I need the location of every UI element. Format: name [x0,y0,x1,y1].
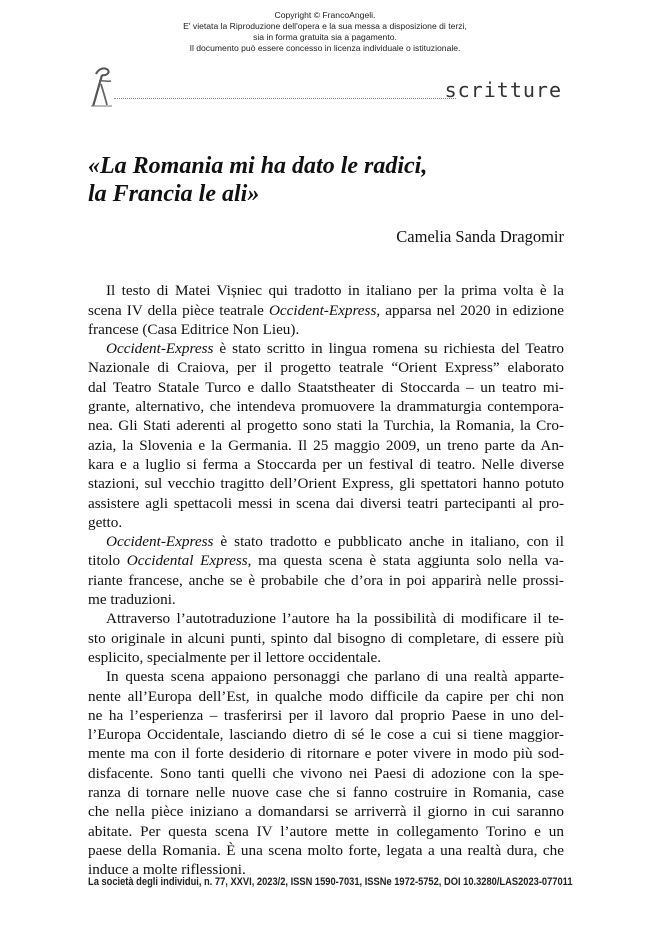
body-line: azia, la Slovenia e la Germania. Il 25 maggio 2009, un treno parte da An- [88,436,564,454]
copyright-notice [0,10,650,54]
copyright-line: sia in forma gratuita sia a pagamento. [253,32,397,42]
body-line: assistere agli spettacoli messi in scena dai diversi teatri partecipanti al pro- [88,494,564,512]
article-title [88,152,568,208]
body-line: Occident-Express è stato scritto in lingua romena su richiesta del Teatro [106,340,564,358]
body-line: paese della Romania. È una scena molto forte, legata a una realtà dura, che [88,841,564,859]
title-line: «La Romania mi ha dato le radici, [88,153,428,179]
title-line: la Francia le ali» [88,181,260,207]
body-line: disfacente. Sono tanti quelli che vivono nei Paesi di adozione con la spe- [88,764,564,782]
body-line: sto originale in alcuni punti, spinto dal bisogno di completare, di essere più [88,629,564,647]
author-name: Camelia Sanda Dragomir [396,227,564,246]
body-line: scena IV della pièce teatrale Occident-Express, apparsa nel 2020 in edizione [88,301,564,319]
copyright-line: E' vietata la Riproduzione dell'opera e la sua messa a disposizione di terzi, [183,21,467,31]
body-line: getto. [88,513,123,531]
body-line: abitate. Per questa scena IV l’autore mette in collegamento Torino e un [88,822,564,840]
body-line: kara e a luglio si ferma a Stoccarda per un festival di teatro. Nelle diverse [88,455,564,473]
body-line: mente ma con il forte desiderio di ritornare e poter vivere in modo più sod- [88,745,564,763]
body-line: francese (Casa Editrice Non Lieu). [88,320,300,338]
header-dotted-rule [114,98,456,99]
section-label: scritture [444,78,562,102]
body-line: Occident-Express è stato tradotto e pubblicato anche in italiano, con il [106,533,564,551]
body-line: dal Teatro Statale Turco e dallo Staatstheater di Stoccarda – un teatro mi- [88,378,564,396]
figure-logo-icon [88,64,118,108]
copyright-line: Il documento può essere concesso in licenza individuale o istituzionale. [189,43,461,53]
body-line: induce a molte riflessioni. [88,861,246,879]
body-line: In questa scena appaiono personaggi che parlano di una realtà apparte- [106,668,564,686]
body-line: grante, alternativo, che intendeva promuovere la drammaturgia contempora- [88,398,564,416]
body-line: l’Europa Occidentale, lasciando dietro di sé le cose a cui si tiene maggior- [88,726,564,744]
article-body [88,262,564,880]
body-line: Il testo di Matei Vișniec qui tradotto in italiano per la prima volta è la [106,282,564,300]
body-line: ranza di tornare nelle nuove case che si fanno costruire in Romania, case [88,784,564,802]
body-line: titolo Occidental Express, ma questa scena è stata aggiunta solo nella va- [88,552,564,570]
body-line: Attraverso l’autotraduzione l’autore ha la possibilità di modificare il te- [106,610,564,628]
body-line: nente all’Europa dell’Est, in qualche modo difficile da capire per chi non [88,687,564,705]
body-line: ne ha l’esperienza – trasferirsi per il lavoro dal proprio Paese in uno del- [88,706,564,724]
body-line: Nazionale di Craiova, per il progetto teatrale “Orient Express” elaborato [88,359,564,377]
copyright-line: Copyright © FrancoAngeli. [274,10,376,20]
body-line: stazioni, sul vecchio tragitto dell’Orient Express, gli spettatori hanno potuto [88,475,564,493]
body-line: riante francese, anche se è probabile che d’ora in poi apparirà nelle prossi- [88,571,564,589]
body-line: me traduzioni. [88,591,176,609]
body-line: nea. Gli Stati aderenti al progetto sono stati la Turchia, la Romania, la Cro- [88,417,564,435]
body-line: esplicito, specialmente per il lettore occidentale. [88,648,382,666]
citation-footer: La società degli individui, n. 77, XXVI, 2023/2, ISSN 1590-7031, ISSNe 1972-5752, DOI 10.3280/LAS2023-077011 [88,876,573,888]
page-header [88,64,564,110]
body-line: che nella pièce iniziano a domandarsi se arriverrà il giorno in cui saranno [88,803,564,821]
